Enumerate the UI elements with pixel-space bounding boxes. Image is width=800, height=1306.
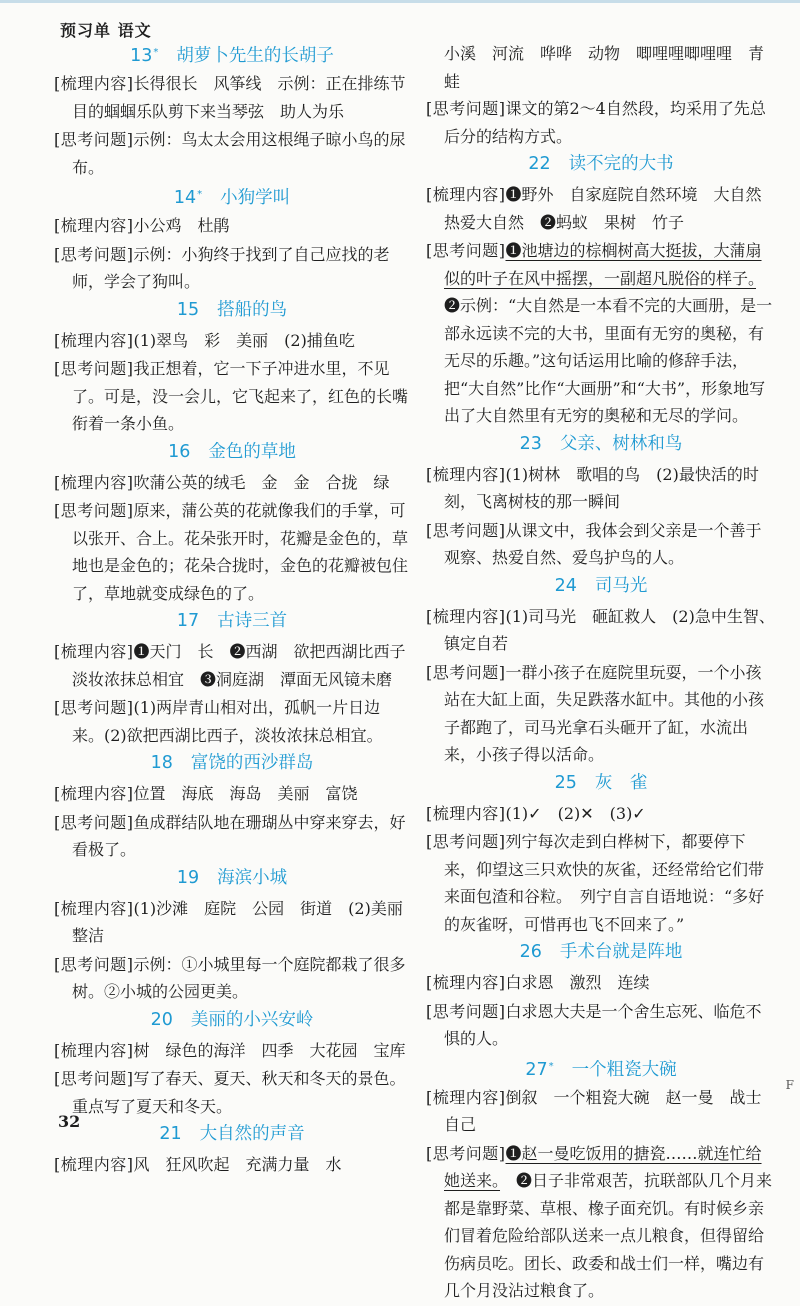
entry-thinking-question xyxy=(426,517,776,572)
entry-text: 倒叙 一个粗瓷大碗 赵一曼 战士 自己 xyxy=(444,1087,778,1134)
entry-text: 鱼成群结队地在珊瑚丛中穿来穿去，好看极了。 xyxy=(72,812,406,859)
section-title-16 xyxy=(54,439,410,465)
entry-text: 风 狂风吹起 充满力量 水 xyxy=(133,1155,342,1174)
section-number: 22 xyxy=(528,154,551,174)
section-number: 13* xyxy=(130,46,159,66)
section-number: 19 xyxy=(176,867,200,888)
entry-tag: [梳理内容] xyxy=(54,1155,134,1174)
section-title-text: 搭船的鸟 xyxy=(217,299,288,320)
entry-thinking-question xyxy=(426,237,776,430)
entry-tag: [思考问题] xyxy=(54,1069,134,1088)
page-header: 预习单 语文 xyxy=(60,21,152,40)
entry-sorting-content xyxy=(54,327,410,355)
entry-text: 长得很长 风筝线 示例：正在排练节目的蝈蝈乐队剪下来当琴弦 助人为乐 xyxy=(72,74,406,121)
entry-sorting-content xyxy=(54,212,410,240)
entry-thinking-question xyxy=(54,126,410,181)
entry-sorting-content xyxy=(54,1151,410,1179)
section-number: 20 xyxy=(150,1009,173,1030)
entry-tag: [思考问题] xyxy=(426,241,506,260)
entry-tag: [思考问题] xyxy=(54,698,134,717)
entry-text: 位置 海底 海岛 美丽 富饶 xyxy=(133,784,358,803)
section-title-20 xyxy=(54,1007,410,1033)
entry-text: ❷示例：“大自然是一本看不完的大画册，是一部永远读不完的大书，里面有无穷的奥秘，有无尽的乐趣。”这句话运用比喻的修辞手法，把“大自然”比作“大画册”和“大书”，形象地写出了大自然里有无穷的奥秘和无尽的学问。 xyxy=(444,268,773,425)
section-title-text: 古诗三首 xyxy=(217,611,288,631)
entry-tag: [梳理内容] xyxy=(54,784,134,803)
entry-sorting-content xyxy=(426,461,776,516)
entry-tag: [梳理内容] xyxy=(54,472,134,492)
section-number: 27* xyxy=(525,1059,554,1080)
entry-tag: [思考问题] xyxy=(426,662,506,682)
section-number: 16 xyxy=(168,441,191,462)
entry-tag: [思考问题] xyxy=(426,1143,506,1163)
entry-tag: [梳理内容] xyxy=(426,803,506,823)
entry-tag: [梳理内容] xyxy=(54,898,134,918)
entry-thinking-question xyxy=(54,355,410,438)
section-number: 24 xyxy=(554,575,577,596)
entry-tag: [思考问题] xyxy=(54,130,134,149)
entry-tag: [梳理内容] xyxy=(426,1087,506,1107)
section-number: 26 xyxy=(519,942,542,962)
left-column xyxy=(54,40,422,1180)
entry-tag: [思考问题] xyxy=(54,501,134,520)
section-title-15 xyxy=(54,297,410,323)
underlined-quote: ❶赵一曼吃饭用的搪瓷……就连忙给她送来。 xyxy=(444,1143,762,1190)
entry-sorting-content xyxy=(54,469,410,497)
section-title-17 xyxy=(54,608,410,634)
section-title-14 xyxy=(54,182,410,208)
entry-thinking-question xyxy=(54,951,410,1006)
entry-sorting-content xyxy=(426,603,776,658)
entry-text: ❶野外 自家庭院自然环境 大自然 热爱大自然 ❷蚂蚁 果树 竹子 xyxy=(444,185,778,232)
section-title-text: 美丽的小兴安岭 xyxy=(190,1009,314,1030)
star-mark-icon: * xyxy=(548,1060,554,1072)
right-column xyxy=(426,40,776,1306)
entry-text: 示例：小狗终于找到了自己应找的老师，学会了狗叫。 xyxy=(72,244,390,291)
star-mark-icon: * xyxy=(153,47,159,58)
entry-thinking-question xyxy=(426,998,776,1053)
entry-thinking-question xyxy=(426,828,776,938)
section-title-text: 海滨小城 xyxy=(217,867,288,888)
section-title-text: 一个粗瓷大碗 xyxy=(571,1059,677,1080)
section-title-text: 灰 雀 xyxy=(594,772,648,793)
entry-text: 我正想着，它一下子冲进水里，不见了。可是，没一会儿，它飞起来了，红色的长嘴衔着一条小鱼。 xyxy=(72,359,409,433)
section-title-text: 富饶的西沙群岛 xyxy=(190,753,314,773)
entry-thinking-question xyxy=(54,497,410,607)
entry-text: 示例：①小城里每一个庭院都栽了很多树。②小城的公园更美。 xyxy=(72,954,406,1001)
entry-text: 写了春天、夏天、秋天和冬天的景色。重点写了夏天和冬天。 xyxy=(72,1069,406,1116)
entry-thinking-question xyxy=(426,1140,776,1305)
star-mark-icon: * xyxy=(197,189,203,200)
section-title-text: 胡萝卜先生的长胡子 xyxy=(176,46,334,66)
entry-tag: [梳理内容] xyxy=(426,185,506,204)
entry-tag: [梳理内容] xyxy=(54,216,134,235)
section-title-22 xyxy=(426,151,776,177)
entry-tag: [梳理内容] xyxy=(54,330,134,350)
entry-text: 小公鸡 杜鹃 xyxy=(133,216,230,235)
entry-text: (1)✓ (2)✕ (3)✓ xyxy=(505,803,646,823)
entry-thinking-question xyxy=(54,694,410,749)
section-title-13 xyxy=(54,40,410,66)
section-title-text: 小狗学叫 xyxy=(220,188,291,208)
section-title-23 xyxy=(426,431,776,457)
entry-tag: [思考问题] xyxy=(426,1001,506,1021)
entry-tag: [思考问题] xyxy=(54,359,134,378)
section-number: 23 xyxy=(519,433,542,454)
entry-thinking-question xyxy=(426,95,776,150)
section-number: 14* xyxy=(173,188,203,208)
section-title-text: 读不完的大书 xyxy=(568,154,674,174)
entry-sorting-content xyxy=(426,969,776,997)
entry-thinking-question xyxy=(54,241,410,296)
edge-mark: F xyxy=(785,1078,794,1092)
entry-sorting-content xyxy=(426,181,776,236)
entry-tag: [思考问题] xyxy=(54,244,134,264)
entry-tag: [梳理内容] xyxy=(426,464,506,484)
section-number: 21 xyxy=(159,1124,182,1144)
entry-thinking-question xyxy=(54,1065,410,1120)
section-number: 25 xyxy=(554,772,577,793)
section-title-24 xyxy=(426,573,776,599)
entry-continuation: 小溪 河流 哗哗 动物 唧哩哩唧哩哩 青蛙 xyxy=(444,44,765,91)
section-title-text: 司马光 xyxy=(594,575,648,596)
section-title-18 xyxy=(54,750,410,776)
entry-text: 列宁每次走到白桦树下，都要停下来，仰望这三只欢快的灰雀，还经常给它们带来面包渣和谷粒。 列宁自言自语地说：“多好的灰雀呀，可惜再也飞不回来了。” xyxy=(444,832,765,934)
entry-tag: [思考问题] xyxy=(426,832,506,851)
entry-thinking-question xyxy=(54,809,410,864)
entry-tag: [思考问题] xyxy=(426,520,506,540)
entry-text: (1)翠鸟 彩 美丽 (2)捕鱼吃 xyxy=(133,330,355,350)
entry-sorting-content xyxy=(54,780,410,808)
entry-text: (1)沙滩 庭院 公园 街道 (2)美丽 整洁 xyxy=(72,898,419,945)
entry-text: 树 绿色的海洋 四季 大花园 宝库 xyxy=(133,1040,406,1060)
entry-text: 课文的第2～4自然段，均采用了先总后分的结构方式。 xyxy=(444,99,766,146)
entry-text: 原来，蒲公英的花就像我们的手掌，可以张开、合上。花朵张开时，花瓣是金色的，草地也是金色的；花朵合拢时，金色的花瓣被包住了，草地就变成绿色的了。 xyxy=(72,501,409,603)
top-border xyxy=(0,0,800,3)
entry-sorting-content xyxy=(426,1084,776,1139)
entry-tag: [思考问题] xyxy=(54,954,134,974)
entry-text: (1)树林 歌唱的鸟 (2)最快活的时刻，飞离树枝的那一瞬间 xyxy=(444,464,759,511)
entry-text: ❷日子非常艰苦，抗联部队几个月来都是靠野菜、草根、橡子面充饥。有时候乡亲们冒着危险给部队送来一点儿粮食，但得留给伤病员吃。团长、政委和战士们一样，嘴边有几个月没沾过粮食了。 xyxy=(444,1171,773,1300)
section-title-19 xyxy=(54,865,410,891)
section-title-text: 金色的草地 xyxy=(208,441,296,462)
entry-sorting-content xyxy=(54,638,422,693)
section-title-text: 父亲、树林和鸟 xyxy=(559,433,683,454)
section-title-21 xyxy=(54,1121,410,1147)
section-title-25 xyxy=(426,770,776,796)
entry-tag: [思考问题] xyxy=(54,812,134,832)
section-title-27 xyxy=(426,1054,776,1080)
entry-sorting-content xyxy=(54,1037,410,1065)
entry-text: 吹蒲公英的绒毛 金 金 合拢 绿 xyxy=(133,472,390,492)
section-title-26 xyxy=(426,939,776,965)
entry-tag: [梳理内容] xyxy=(54,642,134,661)
entry-text: (1)两岸青山相对出，孤帆一片日边来。(2)欲把西湖比西子，淡妆浓抹总相宜。 xyxy=(72,698,383,745)
entry-tag: [梳理内容] xyxy=(54,74,134,93)
entry-text: 示例：鸟太太会用这根绳子晾小鸟的尿布。 xyxy=(72,130,406,177)
entry-sorting-content xyxy=(426,800,776,828)
page-number: 32 xyxy=(58,1112,81,1131)
section-title-text: 大自然的声音 xyxy=(199,1124,305,1144)
entry-text: 白求恩 激烈 连续 xyxy=(505,973,650,992)
entry-tag: [梳理内容] xyxy=(426,973,506,992)
section-title-text: 手术台就是阵地 xyxy=(559,942,683,962)
entry-text: ❶天门 长 ❷西湖 欲把西湖比西子 淡妆浓抹总相宜 ❸洞庭湖 潭面无风镜未磨 xyxy=(72,642,422,689)
entry-sorting-content xyxy=(54,895,419,950)
entry-tag: [梳理内容] xyxy=(54,1040,134,1060)
entry-text: 白求恩大夫是一个舍生忘死、临危不惧的人。 xyxy=(444,1001,762,1048)
section-number: 15 xyxy=(176,299,200,320)
entry-text: (1)司马光 砸缸救人 (2)急中生智、镇定自若 xyxy=(444,606,775,653)
entry-text: 从课文中，我体会到父亲是一个善于观察、热爱自然、爱鸟护鸟的人。 xyxy=(444,520,762,567)
entry-tag: [梳理内容] xyxy=(426,606,506,626)
entry-tag: [思考问题] xyxy=(426,99,506,118)
entry-sorting-content xyxy=(54,70,410,125)
section-number: 18 xyxy=(150,753,173,773)
entry-thinking-question xyxy=(426,659,776,769)
entry-text: 一群小孩子在庭院里玩耍，一个小孩站在大缸上面，失足跌落水缸中。其他的小孩子都跑了，司马光拿石头砸开了缸，水流出来，小孩子得以活命。 xyxy=(444,662,765,764)
section-number: 17 xyxy=(176,611,200,631)
underlined-quote: ❶池塘边的棕榈树高大挺拔，大蒲扇似的叶子在风中摇摆，一副超凡脱俗的样子。 xyxy=(444,241,762,288)
